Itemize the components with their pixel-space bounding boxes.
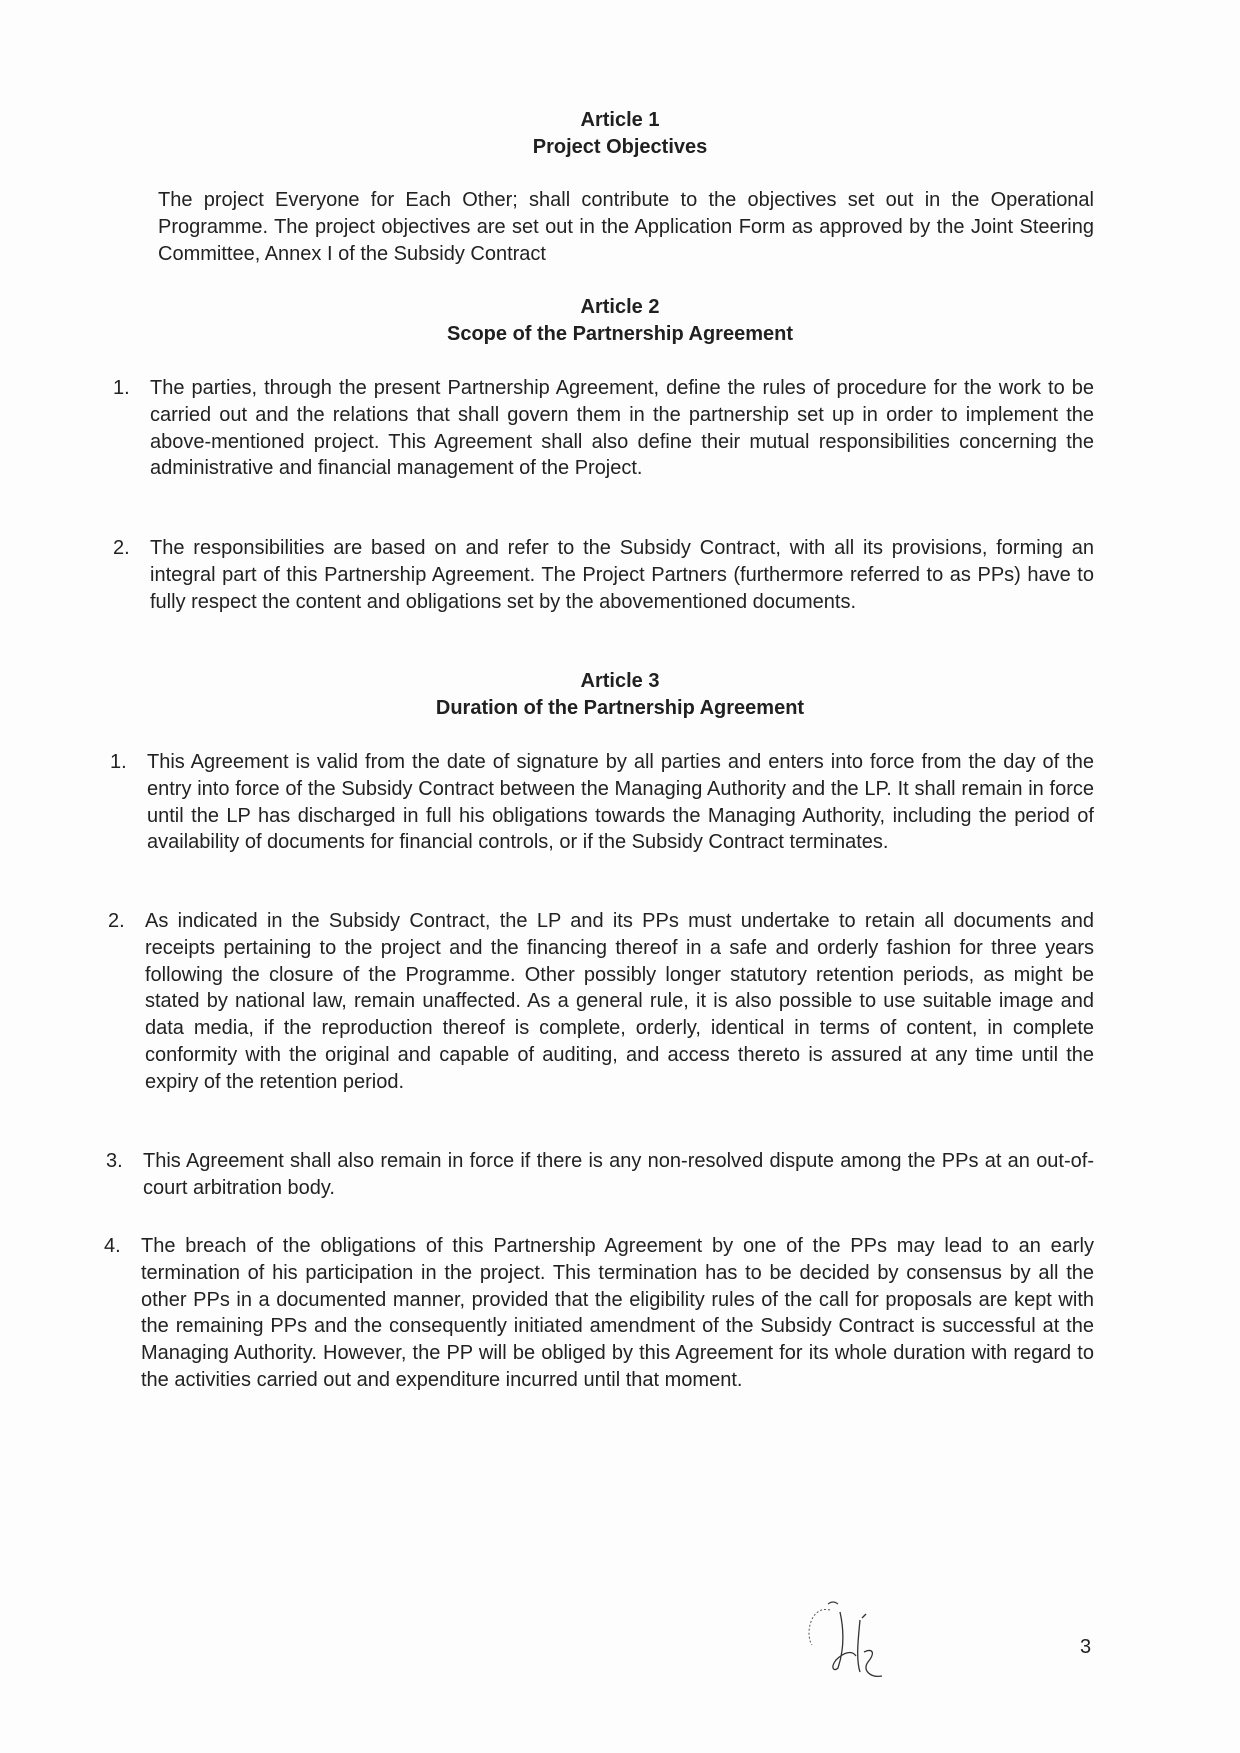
article-2-item-2-text: The responsibilities are based on and refer to the Subsidy Contract, with all its provisions, forming an integral part of this Partnership Agreement. The Project Partners (furthermore referred to as PPs) have to fully respect the content and obligations set by the abovementioned documents.	[150, 537, 1094, 613]
article-3-item-2-text: As indicated in the Subsidy Contract, the LP and its PPs must undertake to retain all documents and receipts pertaining to the project and the financing thereof in a safe and orderly fashion for three years following the closure of the Programme. Other possibly longer statutory retention periods, as might be stated by national law, remain unaffected. As a general rule, it is also possible to use suitable image and data media, if the reproduction thereof is complete, orderly, identical in terms of content, in complete conformity with the original and capable of auditing, and access thereto is assured at any time until the expiry of the retention period.	[145, 910, 1094, 1093]
article-2-number: Article 2	[580, 296, 660, 318]
article-3-item-1-text: This Agreement is valid from the date of signature by all parties and enters into force from the day of the entry into force of the Subsidy Contract between the Managing Authority and the LP. It shall remain in force until the LP has discharged in full his obligations towards the Managing Authority, including the period of availability of documents for financial controls, or if the Subsidy Contract terminates.	[147, 751, 1094, 854]
article-2-item-1-number: 1.	[113, 377, 130, 399]
article-1-title: Project Objectives	[532, 136, 708, 158]
article-2-title: Scope of the Partnership Agreement	[447, 323, 793, 345]
signature-icon	[800, 1590, 900, 1680]
faint-stamp	[1040, 1595, 1160, 1665]
article-1-paragraph: The project Everyone for Each Other; shall contribute to the objectives set out in the Operational Programme. The project objectives are set out in the Application Form as approved by the Joint Steering Committee, Annex I of the Subsidy Contract	[158, 189, 1094, 265]
page-number: 3	[1080, 1636, 1092, 1658]
article-2-item-2-number: 2.	[113, 537, 130, 559]
article-3-item-2-number: 2.	[108, 910, 125, 932]
article-2-item-1-text: The parties, through the present Partnership Agreement, define the rules of procedure for the work to be carried out and the relations that shall govern them in the partnership set up in order to implement the above-mentioned project. This Agreement shall also define their mutual responsibilities concerning the administrative and financial management of the Project.	[150, 377, 1094, 480]
article-3-item-4-number: 4.	[104, 1235, 121, 1257]
article-3-item-3-text: This Agreement shall also remain in force if there is any non-resolved dispute among the PPs at an out-of-court arbitration body.	[143, 1150, 1094, 1199]
article-3-item-4-text: The breach of the obligations of this Partnership Agreement by one of the PPs may lead to an early termination of his participation in the project. This termination has to be decided by consensus by all the other PPs in a documented manner, provided that the eligibility rules of the call for proposals are kept with the remaining PPs and the consequently initiated amendment of the Subsidy Contract is successful at the Managing Authority. However, the PP will be obliged by this Agreement for its whole duration with regard to the activities carried out and expenditure incurred until that moment.	[141, 1235, 1094, 1391]
article-1-number: Article 1	[580, 109, 660, 131]
article-3-item-1-number: 1.	[110, 751, 127, 773]
article-3-number: Article 3	[580, 670, 660, 692]
article-3-item-3-number: 3.	[106, 1150, 123, 1172]
article-3-title: Duration of the Partnership Agreement	[435, 697, 805, 719]
